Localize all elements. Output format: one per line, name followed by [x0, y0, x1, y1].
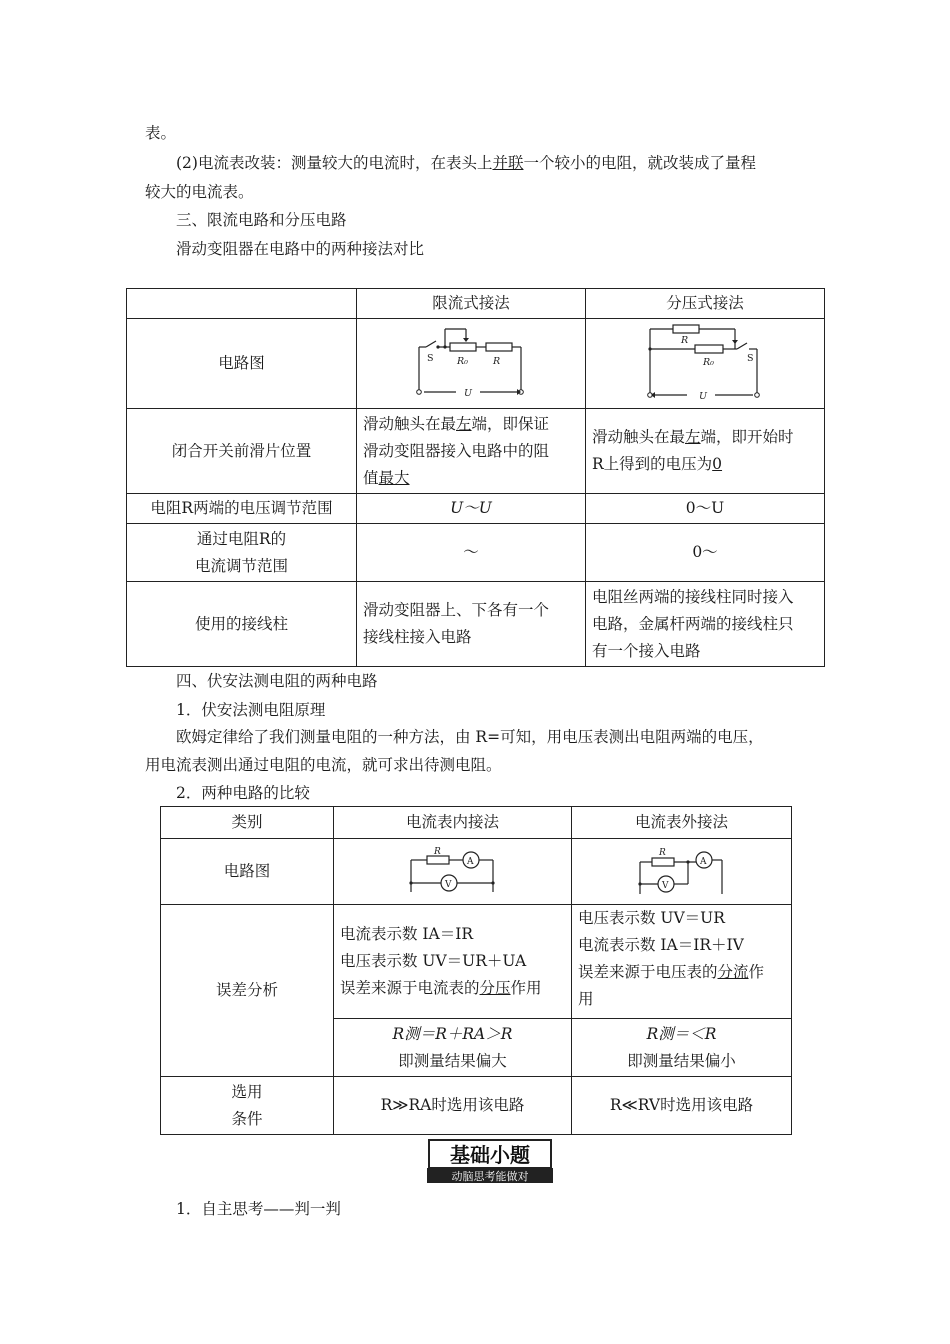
rheostat-table	[126, 288, 825, 667]
section-heading: 四、伏安法测电阻的两种电路	[176, 672, 378, 690]
label-s: S	[426, 352, 434, 364]
divide-circuit-diagram	[645, 323, 765, 405]
limit-voltage: U～U	[357, 494, 586, 524]
basic-questions-badge	[427, 1138, 553, 1184]
row-label-condition: 选用 条件	[161, 1077, 334, 1135]
inner-measure: R测＝R＋RA＞R 即测量结果偏大	[334, 1019, 572, 1077]
voltmeter-icon: V	[661, 880, 668, 891]
label-r: R	[658, 847, 666, 858]
divide-voltage: 0～U	[586, 494, 825, 524]
row-label-diagram: 电路图	[127, 319, 357, 409]
divide-current: 0～	[586, 524, 825, 582]
question-heading: 1．自主思考——判一判	[176, 1200, 341, 1218]
intro-line: 滑动变阻器在电路中的两种接法对比	[176, 240, 425, 258]
ammeter-icon: A	[699, 856, 706, 867]
inner-condition: R≫RA时选用该电路	[334, 1077, 572, 1135]
header-limit: 限流式接法	[357, 289, 586, 319]
paragraph-ammeter: (2)电流表改装：测量较大的电流时，在表头上并联一个较小的电阻，就改装成了量程	[176, 154, 756, 172]
header-inner: 电流表内接法	[334, 807, 572, 839]
label-r0: R₀	[703, 356, 714, 368]
subheading: 1．伏安法测电阻原理	[176, 701, 326, 719]
inner-circuit	[334, 839, 572, 905]
subheading: 2．两种电路的比较	[176, 784, 310, 802]
label-u: U	[463, 387, 472, 399]
row-label-diagram: 电路图	[161, 839, 334, 905]
limit-current: ～	[357, 524, 586, 582]
row-label-error: 误差分析	[161, 905, 334, 1077]
outer-circuit-diagram	[636, 846, 728, 898]
label-r: R	[681, 334, 689, 346]
divide-circuit	[586, 319, 825, 409]
text-line: 表。	[145, 124, 177, 142]
outer-condition: R≪RV时选用该电路	[572, 1077, 792, 1135]
limit-terminal: 滑动变阻器上、下各有一个 接线柱接入电路	[357, 582, 586, 667]
label-r: R	[433, 846, 441, 857]
label-r: R	[492, 355, 500, 367]
limit-position: 滑动触头在最左端，即保证 滑动变阻器接入电路中的阻 值最大	[357, 409, 586, 494]
badge-subtitle: 动脑思考能做对	[451, 1170, 529, 1183]
ammeter-icon: A	[466, 856, 473, 867]
divide-terminal: 电阻丝两端的接线柱同时接入 电路，金属杆两端的接线柱只 有一个接入电路	[586, 582, 825, 667]
badge-title: 基础小题	[450, 1143, 530, 1167]
voltammetry-table	[160, 806, 792, 1135]
text-line: 较大的电流表。	[145, 183, 254, 201]
limit-circuit	[357, 319, 586, 409]
row-label-terminal: 使用的接线柱	[127, 582, 357, 667]
text-line: 用电流表测出通过电阻的电流，就可求出待测电阻。	[145, 756, 502, 774]
voltmeter-icon: V	[444, 879, 451, 890]
header-outer: 电流表外接法	[572, 807, 792, 839]
header-category: 类别	[161, 807, 334, 839]
inner-error: 电流表示数 IA＝IR 电压表示数 UV＝UR＋UA 误差来源于电流表的分压作用	[334, 905, 572, 1019]
label-u: U	[699, 390, 708, 402]
limit-circuit-diagram	[414, 324, 529, 404]
header-empty	[127, 289, 357, 319]
paragraph-ohm: 欧姆定律给了我们测量电阻的一种方法，由 R=可知，用电压表测出电阻两端的电压，	[176, 728, 764, 746]
inner-circuit-diagram	[407, 846, 499, 898]
outer-error: 电压表示数 UV＝UR 电流表示数 IA＝IR＋IV 误差来源于电压表的分流作 用	[572, 905, 792, 1019]
section-heading: 三、限流电路和分压电路	[176, 211, 347, 229]
outer-circuit	[572, 839, 792, 905]
divide-position: 滑动触头在最左端，即开始时 R上得到的电压为0	[586, 409, 825, 494]
row-label-current: 通过电阻R的 电流调节范围	[127, 524, 357, 582]
label-r0: R₀	[456, 355, 468, 367]
row-label-position: 闭合开关前滑片位置	[127, 409, 357, 494]
row-label-voltage: 电阻R两端的电压调节范围	[127, 494, 357, 524]
label-s: S	[747, 352, 754, 364]
outer-measure: R测＝＜R 即测量结果偏小	[572, 1019, 792, 1077]
header-divide: 分压式接法	[586, 289, 825, 319]
